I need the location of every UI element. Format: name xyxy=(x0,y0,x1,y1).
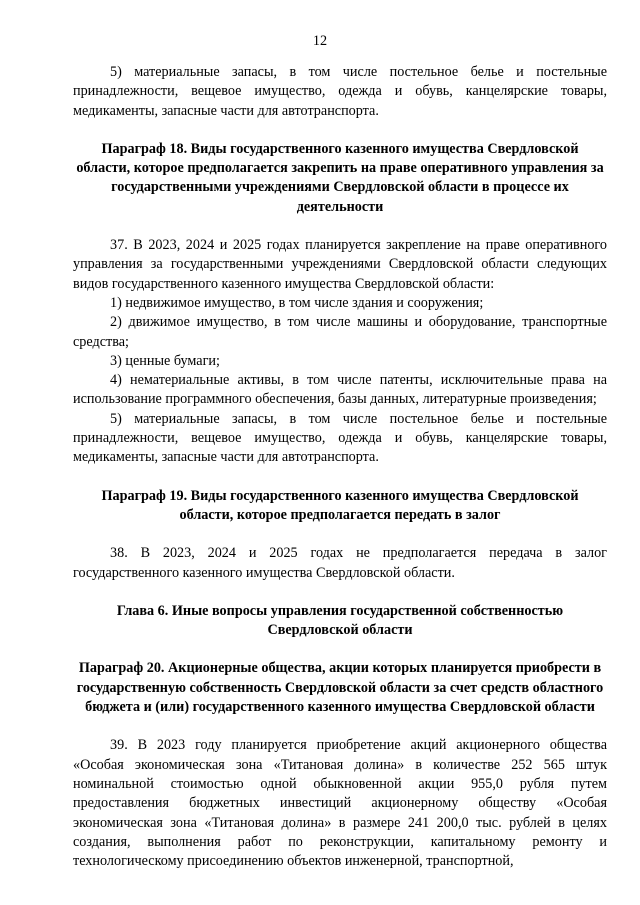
list-item-1: 1) недвижимое имущество, в том числе здания и сооружения; xyxy=(110,294,484,311)
list-item-2: 2) движимое имущество, в том числе машины и оборудование, транспортные средства; xyxy=(73,314,607,350)
heading-paragraph-20: Параграф 20. Акционерные общества, акции которых планируется приобрести в государственную собственность Свердловской области за счет средств областного бюджета и (или) государственного казенного имущества Свердловской области xyxy=(76,660,604,716)
heading-paragraph-19: Параграф 19. Виды государственного казенного имущества Свердловской области, которое предполагается передать в залог xyxy=(101,487,579,523)
document-page xyxy=(73,0,607,871)
list-item-4: 4) нематериальные активы, в том числе патенты, исключительные права на использование программного обеспечения, базы данных, литературные произведения; xyxy=(73,372,607,408)
list-item-3: 3) ценные бумаги; xyxy=(110,352,220,369)
paragraph-38: 38. В 2023, 2024 и 2025 годах не предполагается передача в залог государственного казенного имущества Свердловской области. xyxy=(73,545,607,581)
heading-paragraph-18: Параграф 18. Виды государственного казенного имущества Свердловской области, которое предполагается закрепить на праве оперативного управления за государственными учреждениями Свердловской области в процессе их деятельности xyxy=(76,140,604,215)
paragraph-39: 39. В 2023 году планируется приобретение акций акционерного общества «Особая экономическая зона «Титановая долина» в количестве 252 565 штук номинальной стоимостью одной обыкновенной акции 955,0 рубля путем предоставления бюджетных инвестиций акционерному обществу «Особая экономическая зона «Титановая долина» в размере 241 200,0 тыс. рублей в целях создания, выполнения работ по реконструкции, капитальному ремонту и технологическому присоединению объектов инженерной, транспортной, xyxy=(73,737,607,870)
list-item-5: 5) материальные запасы, в том числе постельное белье и постельные принадлежности, вещевое имущество, одежда и обувь, канцелярские товары, медикаменты, запасные части для автотранспорта. xyxy=(73,410,607,466)
heading-chapter-6: Глава 6. Иные вопросы управления государственной собственностью Свердловской области xyxy=(116,602,564,639)
paragraph-item-5-continued: 5) материальные запасы, в том числе постельное белье и постельные принадлежности, вещевое имущество, одежда и обувь, канцелярские товары, медикаменты, запасные части для автотранспорта. xyxy=(73,64,607,119)
page-number: 12 xyxy=(312,33,328,49)
paragraph-37: 37. В 2023, 2024 и 2025 годах планируется закрепление на праве оперативного управления за государственными учреждениями Свердловской области следующих видов государственного казенного имущества Свердловской области: xyxy=(73,237,607,292)
